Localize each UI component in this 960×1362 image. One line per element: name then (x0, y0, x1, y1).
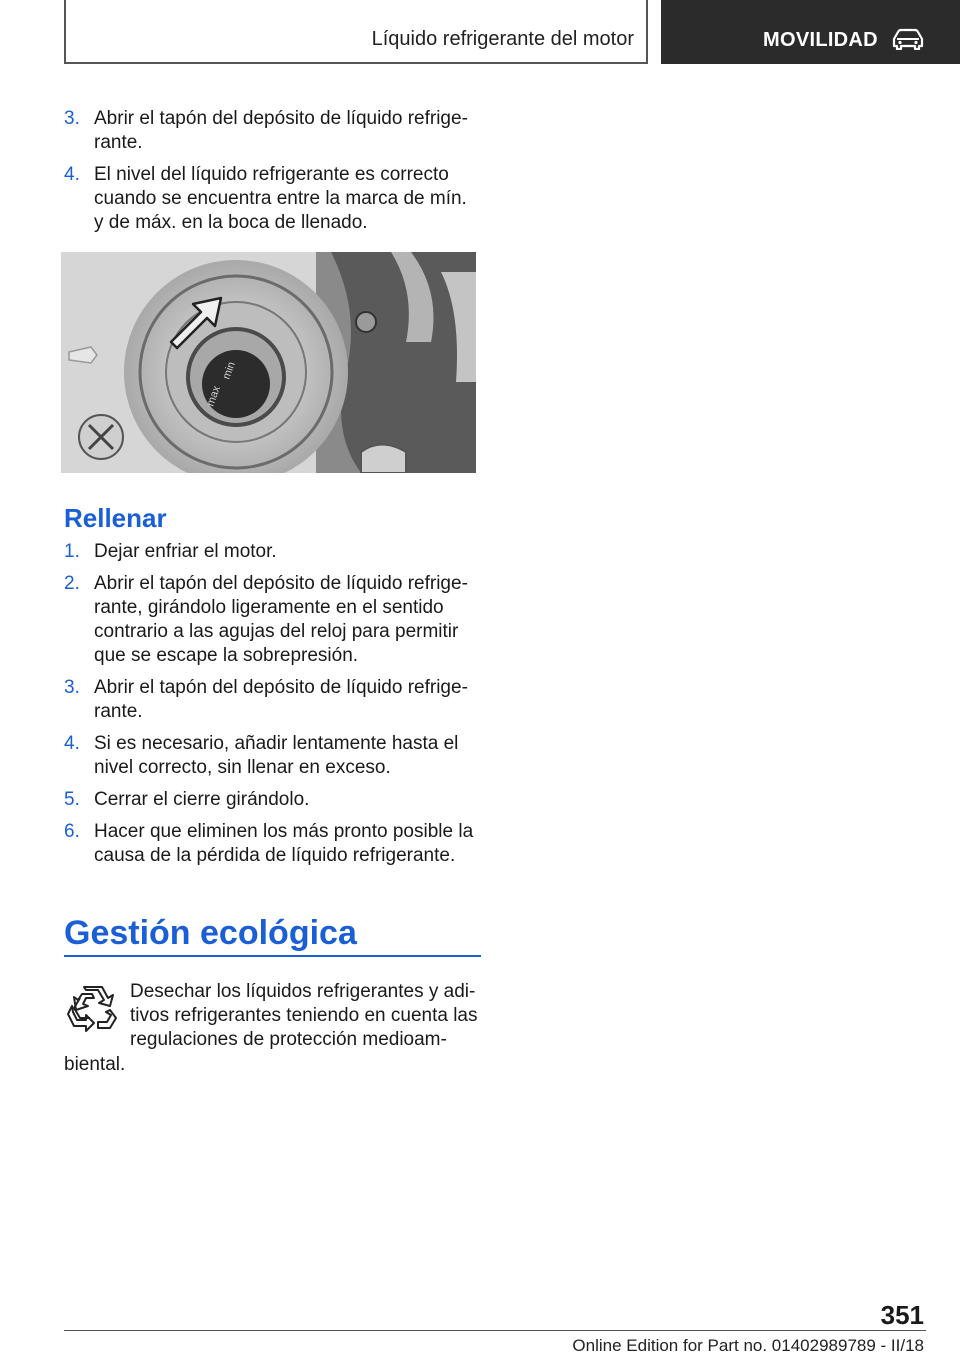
step-text: Hacer que eliminen los más pronto posible la causa de la pérdida de líquido refrigerante. (94, 821, 474, 866)
footer-rule (64, 1330, 926, 1331)
step-number: 2. (64, 573, 80, 594)
eco-text-line: biental. (64, 1054, 126, 1075)
step-number: 1. (64, 541, 80, 562)
list-item (64, 788, 480, 812)
eco-text-line: tivos refrigerantes teniendo en cuenta las (130, 1005, 478, 1026)
section-title: Líquido refrigerante del motor (371, 28, 634, 50)
min-mark: min (220, 360, 238, 382)
step-text: El nivel del líquido refrigerante es correcto cuando se encuentra entre la marca de mín. y de máx. en la boca de llenado. (94, 164, 467, 233)
step-text: Abrir el tapón del depósito de líquido refrige-rante. (94, 108, 468, 153)
eco-text-line: Desechar los líquidos refrigerantes y adi- (130, 981, 476, 1002)
eco-text-line: regulaciones de protección medioam- (130, 1029, 447, 1050)
check-steps-block (64, 107, 480, 243)
step-number: 3. (64, 108, 80, 129)
heading-rule (64, 955, 481, 957)
list-item (64, 572, 480, 668)
recycle-icon (66, 984, 118, 1032)
list-item (64, 820, 480, 868)
step-number: 5. (64, 789, 80, 810)
refill-steps-block (64, 540, 480, 876)
page-number: 351 (880, 1300, 924, 1330)
coolant-reservoir-illustration (61, 252, 476, 473)
chapter-title: MOVILIDAD (763, 29, 878, 51)
step-number: 4. (64, 164, 80, 185)
list-item (64, 676, 480, 724)
step-text: Dejar enfriar el motor. (94, 541, 277, 562)
step-number: 6. (64, 821, 80, 842)
list-item (64, 107, 480, 155)
list-item (64, 732, 480, 780)
car-icon (891, 28, 925, 50)
step-text: Abrir el tapón del depósito de líquido refrige-rante. (94, 677, 468, 722)
edition-note: Online Edition for Part no. 01402989789 - II/18 (572, 1336, 924, 1355)
step-text: Si es necesario, añadir lentamente hasta el nivel correcto, sin llenar en exceso. (94, 733, 459, 778)
max-mark: max (204, 384, 223, 409)
refill-heading: Rellenar (64, 503, 167, 533)
list-item (64, 163, 480, 235)
header-section-tab (64, 0, 648, 64)
header-chapter-tab (661, 0, 960, 64)
step-number: 4. (64, 733, 80, 754)
coolant-reservoir-photo (61, 252, 476, 473)
step-text: Abrir el tapón del depósito de líquido refrige-rante, girándolo ligeramente en el sentido contrario a las agujas del reloj para permitir que se escape la sobrepresión. (94, 573, 468, 666)
step-text: Cerrar el cierre girándolo. (94, 789, 310, 810)
list-item (64, 540, 480, 564)
eco-heading: Gestión ecológica (64, 914, 357, 952)
step-number: 3. (64, 677, 80, 698)
